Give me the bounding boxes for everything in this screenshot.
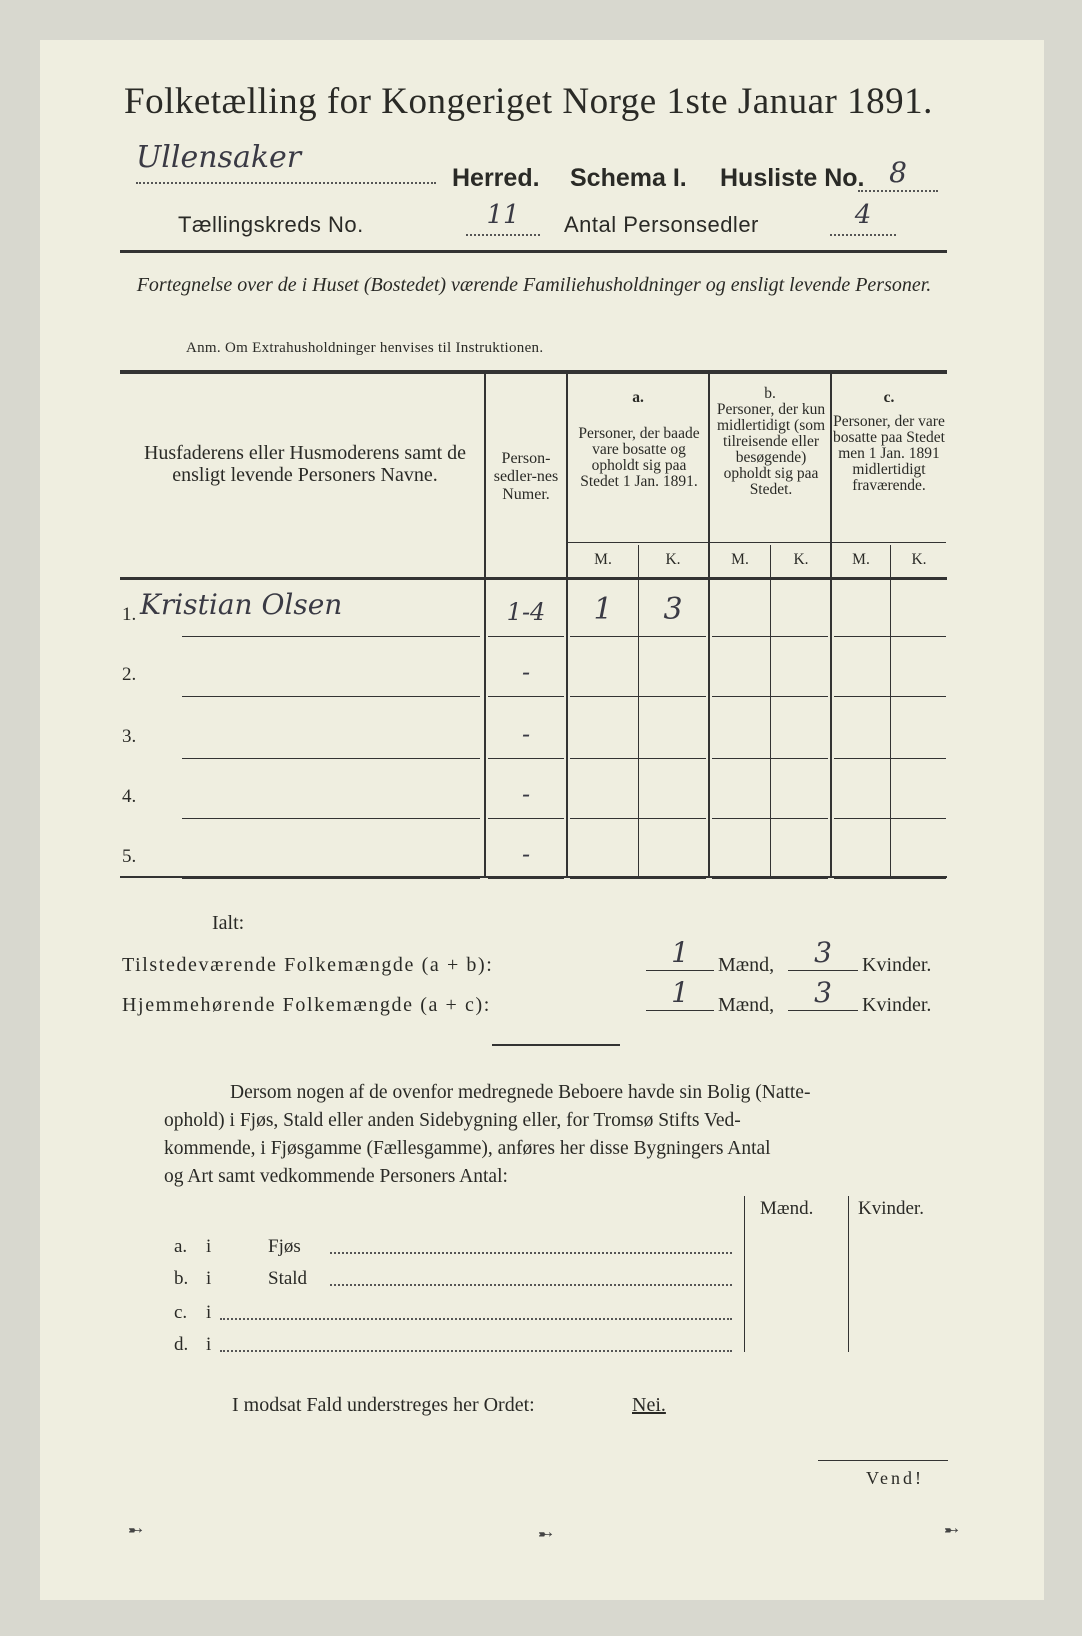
row-numer-line: [488, 758, 564, 759]
hjemme-kvinder-label: Kvinder.: [862, 994, 932, 1016]
hjemme-maend-label: Mænd,: [718, 994, 775, 1016]
building-row-prefix: i: [206, 1302, 212, 1323]
col-divider-a-mk: [638, 545, 639, 876]
row-numer-line: [488, 818, 564, 819]
header-divider: [120, 250, 947, 253]
building-row-letter: b.: [174, 1268, 189, 1289]
col-a-header: Personer, der baade vare bosatte og opholdt sig paa Stedet 1 Jan. 1891.: [578, 425, 700, 490]
row-name-line: [182, 878, 480, 879]
building-row-letter: c.: [174, 1302, 188, 1323]
row-number: 5.: [122, 846, 137, 867]
building-row-dots: [220, 1350, 732, 1352]
building-row-letter: a.: [174, 1236, 188, 1257]
building-row-dots: [330, 1252, 732, 1254]
vend-text: Vend!: [866, 1468, 924, 1488]
corner-mark-left: ➸: [128, 1520, 144, 1540]
personsedler-value: 4: [830, 200, 896, 236]
row-c-line: [834, 696, 946, 697]
herred-label: Herred.: [452, 164, 540, 192]
row-name-line: [182, 758, 480, 759]
modsat-text: I modsat Fald understreges her Ordet:: [232, 1394, 535, 1416]
anm-note: Anm. Om Extrahusholdninger henvises til Instruktionen.: [186, 340, 544, 356]
table-top-rule: [120, 370, 947, 374]
tilstede-kvinder: 3: [788, 936, 858, 971]
building-row-prefix: i: [206, 1334, 212, 1355]
para-line4: og Art samt vedkommende Personers Antal:: [164, 1166, 508, 1187]
col-divider-b-mk: [770, 545, 771, 876]
row-numer: -: [521, 840, 531, 868]
row-c-line: [834, 878, 946, 879]
corner-mark-center: ➸: [538, 1524, 554, 1544]
col-b-letter: b.: [764, 385, 776, 402]
col-a-letter: a.: [632, 389, 644, 406]
row-b-line: [712, 878, 828, 879]
table-header-rule: [120, 577, 947, 580]
row-a-line: [570, 636, 706, 637]
para-line1: Dersom nogen af de ovenfor medregnede Beboere havde sin Bolig (Natte-: [230, 1082, 811, 1103]
tilstede-maend: 1: [646, 936, 714, 971]
municipality-handwritten: Ullensaker: [136, 140, 436, 184]
row-a-k: 3: [663, 592, 683, 627]
personsedler-label: Antal Personsedler: [564, 212, 759, 237]
mk-header-rule: [568, 542, 946, 543]
building-row-dots: [220, 1318, 732, 1320]
row-c-line: [834, 818, 946, 819]
schema-label: Schema I.: [570, 164, 687, 192]
row-number: 3.: [122, 726, 137, 747]
col-b-header: Personer, der kun midlertidigt (som tilreisende eller besøgende) opholdt sig paa Stedet.: [716, 401, 826, 498]
row-number: 1.: [122, 604, 137, 625]
col-c-header: Personer, der vare bosatte paa Stedet men 1 Jan. 1891 midlertidigt fraværende.: [833, 413, 945, 494]
row-c-line: [834, 636, 946, 637]
census-form-page: [40, 40, 1044, 1600]
buildings-col-divider-2: [848, 1196, 849, 1352]
section-divider: [492, 1044, 620, 1046]
nei-word: Nei.: [632, 1394, 666, 1416]
hjemme-kvinder: 3: [788, 976, 858, 1011]
b-k-label: K.: [793, 551, 809, 568]
c-m-label: M.: [852, 551, 870, 568]
row-name-line: [182, 696, 480, 697]
row-numer: -: [521, 658, 531, 686]
row-numer-line: [488, 636, 564, 637]
col-divider-3: [708, 374, 710, 876]
a-k-label: K.: [665, 551, 681, 568]
row-numer: 1-4: [506, 598, 546, 626]
row-b-line: [712, 696, 828, 697]
col-c-letter: c.: [883, 389, 895, 406]
col-divider-1: [484, 374, 486, 876]
row-name: Kristian Olsen: [140, 588, 343, 621]
row-a-m: 1: [593, 592, 613, 627]
row-numer: -: [521, 720, 531, 748]
form-title: Folketælling for Kongeriget Norge 1ste Januar 1891.: [124, 81, 933, 122]
row-number: 2.: [122, 664, 137, 685]
row-numer: -: [521, 780, 531, 808]
vend-rule: [818, 1460, 948, 1461]
buildings-kvinder-header: Kvinder.: [858, 1198, 924, 1219]
para-line3: kommende, i Fjøsgamme (Fællesgamme), anføres her disse Bygningers Antal: [164, 1138, 771, 1159]
taellingskreds-value: 11: [466, 200, 540, 236]
col-divider-2: [566, 374, 568, 876]
row-name-line: [182, 818, 480, 819]
corner-mark-right: ➸: [944, 1520, 960, 1540]
a-m-label: M.: [594, 551, 612, 568]
buildings-maend-header: Mænd.: [760, 1198, 814, 1219]
tilstede-kvinder-label: Kvinder.: [862, 954, 932, 976]
intro-text: Fortegnelse over de i Huset (Bostedet) værende Familiehusholdninger og ensligt levende Personer.: [136, 274, 932, 296]
building-row-letter: d.: [174, 1334, 189, 1355]
row-a-line: [570, 818, 706, 819]
buildings-col-divider-1: [744, 1196, 745, 1352]
col-divider-c-mk: [890, 545, 891, 876]
para-line2: ophold) i Fjøs, Stald eller anden Sidebygning eller, for Tromsø Stifts Ved-: [164, 1110, 741, 1131]
row-b-line: [712, 636, 828, 637]
row-a-line: [570, 878, 706, 879]
hjemme-label: Hjemmehørende Folkemængde (a + c):: [122, 994, 491, 1016]
row-name-line: [182, 636, 480, 637]
ialt-label: Ialt:: [212, 912, 245, 934]
husliste-value: 8: [858, 156, 938, 192]
row-a-line: [570, 696, 706, 697]
tilstede-maend-label: Mænd,: [718, 954, 775, 976]
husliste-label: Husliste No.: [720, 164, 865, 192]
row-number: 4.: [122, 786, 137, 807]
building-row-label: Stald: [268, 1268, 308, 1289]
c-k-label: K.: [911, 551, 927, 568]
building-row-dots: [330, 1284, 732, 1286]
row-b-line: [712, 818, 828, 819]
row-b-line: [712, 758, 828, 759]
tilstede-label: Tilstedeværende Folkemængde (a + b):: [122, 954, 494, 976]
col-num-header: Person-sedler-nes Numer.: [493, 450, 559, 503]
building-row-prefix: i: [206, 1236, 212, 1257]
col-name-header: Husfaderens eller Husmoderens samt de ensligt levende Personers Navne.: [143, 442, 467, 486]
row-a-line: [570, 758, 706, 759]
row-numer-line: [488, 696, 564, 697]
hjemme-maend: 1: [646, 976, 714, 1011]
taellingskreds-label: Tællingskreds No.: [178, 212, 364, 237]
building-row-label: Fjøs: [268, 1236, 301, 1257]
row-c-line: [834, 758, 946, 759]
row-numer-line: [488, 878, 564, 879]
building-row-prefix: i: [206, 1268, 212, 1289]
b-m-label: M.: [731, 551, 749, 568]
